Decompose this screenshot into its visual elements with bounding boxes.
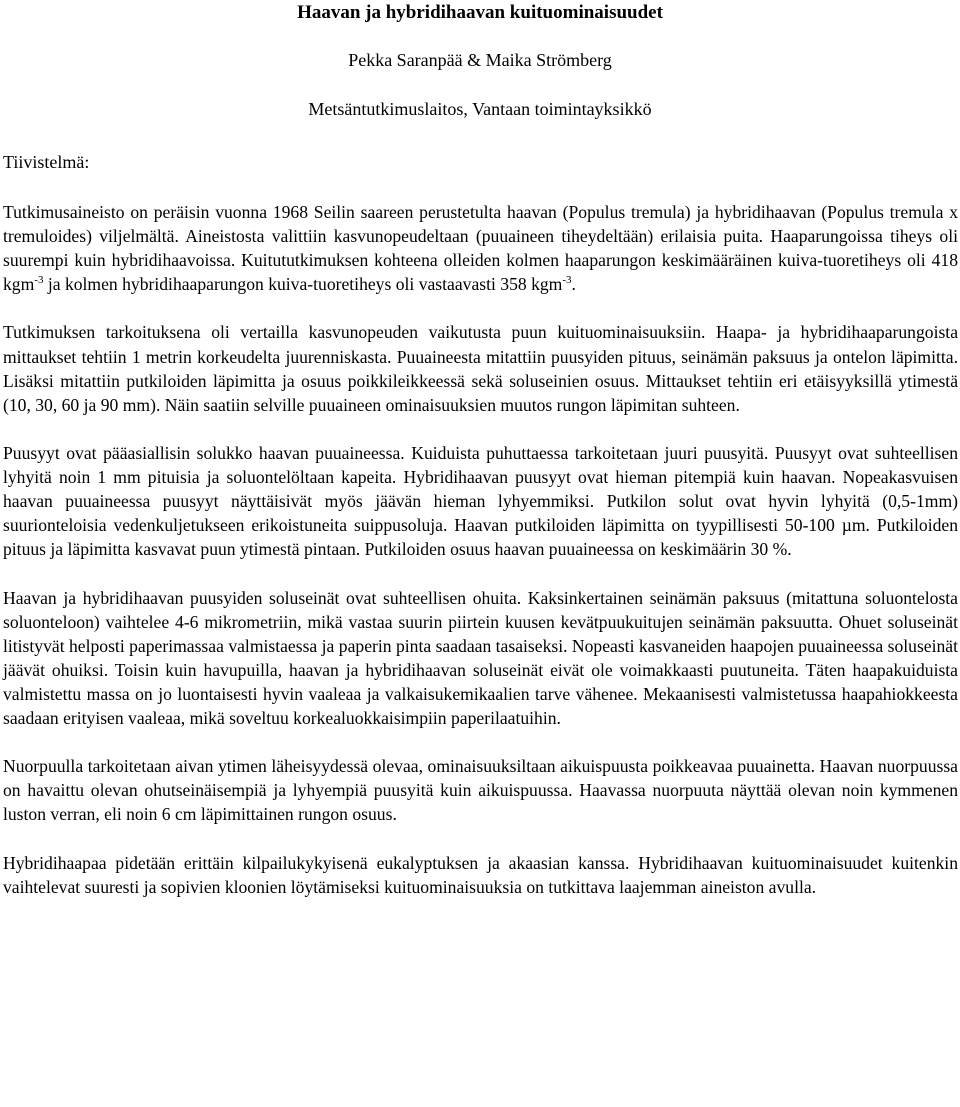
paragraph-4: Haavan ja hybridihaavan puusyiden soluseinät ovat suhteellisen ohuita. Kaksinkertainen seinämän paksuus (mitattuna soluontelosta soluonteloon) vaihtelee 4-6 mikrometriin, mikä vastaa suurin piirtein kuusen kevätpuukuitujen seinämän paksuutta. Ohuet soluseinät litistyvät helposti paperimassaa valmistaessa ja paperin pinta saadaan tasaiseksi. Nopeasti kasvaneiden haapojen puuaineessa soluseinät jäävät ohuiksi. Toisin kuin havupuilla, haavan ja hybridihaavan soluseinät eivät ole voimakkaasti puutuneita. Täten haapakuiduista valmistettu massa on jo luontaisesti hyvin vaaleaa ja valkaisukemikaalien tarve vähenee. Mekaanisesti valmistetussa haapahiokkeesta saadaan erityisen vaaleaa, mikä soveltuu korkealuokkaisimpiin paperilaatuihin. xyxy=(3,587,958,728)
paragraph-1-text-c: . xyxy=(571,274,576,295)
superscript-exponent: -3 xyxy=(34,274,44,287)
paragraph-1-text-b: ja kolmen hybridihaaparungon kuiva-tuoretiheys oli vastaavasti 358 kgm xyxy=(43,274,563,295)
superscript-exponent: -3 xyxy=(562,274,572,287)
abstract-label: Tiivistelmä: xyxy=(3,152,90,172)
authors: Pekka Saranpää & Maika Strömberg xyxy=(348,50,612,70)
paragraph-2: Tutkimuksen tarkoituksena oli vertailla kasvunopeuden vaikutusta puun kuituominaisuuksiin. Haapa- ja hybridihaaparungoista mittaukset tehtiin 1 metrin korkeudelta juurenniskasta. Puuaineesta mitattiin puusyiden pituus, seinämän paksuus ja ontelon läpimitta. Lisäksi mitattiin putkiloiden läpimitta ja osuus poikkileikkeessä sekä soluseinien osuus. Mittaukset tehtiin eri etäisyyksillä ytimestä (10, 30, 60 ja 90 mm). Näin saatiin selville puuaineen ominaisuuksien muutos rungon läpimitan suhteen. xyxy=(3,322,958,415)
affiliation: Metsäntutkimuslaitos, Vantaan toimintayksikkö xyxy=(308,99,652,119)
document-title: Haavan ja hybridihaavan kuituominaisuudet xyxy=(297,2,663,23)
abstract-body xyxy=(3,200,958,923)
paragraph-6: Hybridihaapaa pidetään erittäin kilpailukykyisenä eukalyptuksen ja akaasian kanssa. Hybridihaavan kuituominaisuudet kuitenkin vaihtelevat suuresti ja sopivien kloonien löytämiseksi kuituominaisuuksia on tutkittava laajemman aineiston avulla. xyxy=(3,852,958,897)
paragraph-5: Nuorpuulla tarkoitetaan aivan ytimen läheisyydessä olevaa, ominaisuuksiltaan aikuispuusta poikkeavaa puuainetta. Haavan nuorpuussa on havaittu olevan ohutseinäisempiä ja lyhyempiä puusyitä kuin aikuispuussa. Haavassa nuorpuuta näyttää olevan noin kymmenen luston verran, eli noin 6 cm läpimittainen rungon osuus. xyxy=(3,756,958,825)
paragraph-1-text-a: Tutkimusaineisto on peräisin vuonna 1968 Seilin saareen perustetulta haavan (Populus tremula) ja hybridihaavan (Populus tremula x tremuloides) viljelmältä. Aineistosta valittiin kasvunopeudeltaan (puuaineen tiheydeltään) erilaisia puita. Haaparungoissa tiheys oli suurempi kuin hybridihaavoissa. Kuitututkimuksen kohteena olleiden kolmen haaparungon keskimääräinen kuiva-tuoretiheys oli 418 kgm xyxy=(3,202,958,295)
paragraph-3: Puusyyt ovat pääasiallisin solukko haavan puuaineessa. Kuiduista puhuttaessa tarkoitetaan juuri puusyitä. Puusyyt ovat suhteellisen lyhyitä noin 1 mm pituisia ja soluontelöltaan kapeita. Hybridihaavan puusyyt ovat hieman pitempiä kuin haavan. Nopeakasvuisen haavan puuaineessa puusyyt näyttäisivät myös jäävän hieman lyhyemmiksi. Putkilon solut ovat hyvin lyhyitä (0,5-1mm) suurionteloisia vedenkuljetukseen erikoistuneita suippusoluja. Haavan putkiloiden läpimitta on tyypillisesti 50-100 µm. Putkiloiden pituus ja läpimitta kasvavat puun ytimestä pintaan. Putkiloiden osuus haavan puuaineessa on keskimäärin 30 %. xyxy=(3,442,958,560)
paragraph-1 xyxy=(3,200,958,296)
